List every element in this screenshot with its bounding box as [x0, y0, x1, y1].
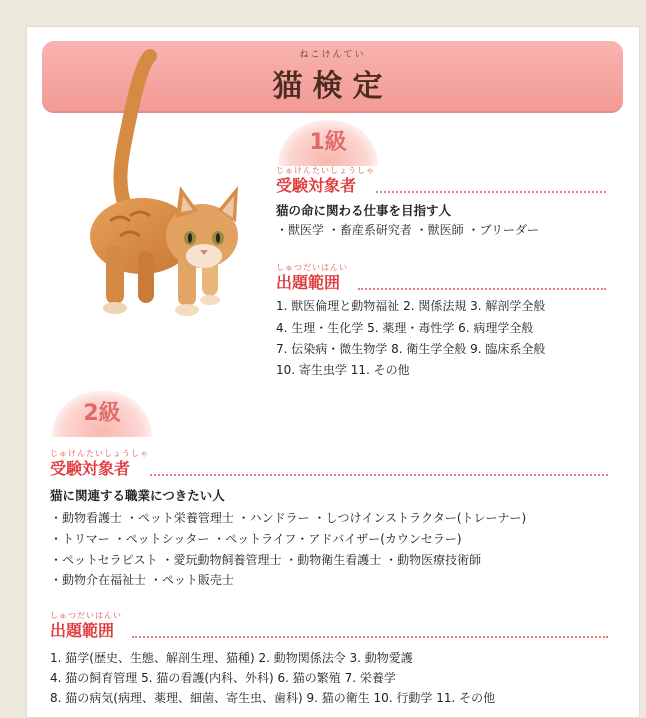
grade1-target-lead: 猫の命に関わる仕事を目指す人: [276, 203, 452, 218]
grade2-scope-ruby: しゅつだいはんい: [50, 611, 122, 620]
grade2-target-item: ・動物看護士 ・ペット栄養管理士 ・ハンドラー ・しつけインストラクター(トレーナー): [50, 511, 527, 525]
grade2-scope-heading: [50, 611, 608, 641]
grade2-target-label: 受験対象者: [50, 459, 131, 478]
page-title: 猫検定: [272, 69, 393, 104]
grade2-scope-line: 4. 猫の飼育管理 5. 猫の看護(内科、外科) 6. 猫の繁殖 7. 栄養学: [50, 671, 396, 685]
grade1-target-label: 受験対象者: [276, 176, 357, 195]
title-ruby: ねこけんてい: [299, 50, 366, 60]
grade2-target-ruby: じゅけんたいしょうしゃ: [50, 449, 149, 458]
grade1-scope-line: 7. 伝染病・微生物学 8. 衛生学全般 9. 臨床系全般: [276, 342, 546, 356]
grade2-target-item: ・トリマー ・ペットシッター ・ペットライフ・アドバイザー(カウンセラー): [50, 532, 462, 546]
grade2-target-rule: [150, 474, 608, 476]
grade1-target-rule: [376, 191, 606, 193]
grade1-target-heading: [276, 166, 606, 196]
grade2-scope-line: 8. 猫の病気(病理、薬理、細菌、寄生虫、歯科) 9. 猫の衛生 10. 行動学 11. その他: [50, 691, 496, 705]
grade2-scope-line: 1. 猫学(歴史、生態、解剖生理、猫種) 2. 動物関係法令 3. 動物愛護: [50, 651, 413, 665]
grade2-scope-rule: [132, 636, 608, 638]
grade1-target-ruby: じゅけんたいしょうしゃ: [276, 166, 375, 175]
grade2-target-item: ・ペットセラピスト ・愛玩動物飼養管理士 ・動物衛生看護士 ・動物医療技術師: [50, 553, 482, 567]
grade2-target-lead: 猫に関連する職業につきたい人: [50, 488, 225, 503]
grade1-scope-rule: [358, 288, 606, 290]
cat-image: [80, 46, 260, 336]
grade2-target-item: ・動物介在福祉士 ・ペット販売士: [50, 573, 234, 587]
grade1-scope-line: 1. 獣医倫理と動物福祉 2. 関係法規 3. 解剖学全般: [276, 299, 546, 313]
grade1-target-items: ・獣医学 ・畜産系研究者 ・獣医師 ・ブリーダー: [276, 223, 539, 237]
grade1-scope-line: 4. 生理・生化学 5. 薬理・毒性学 6. 病理学全般: [276, 321, 534, 335]
grade2-badge: 2級: [52, 391, 152, 437]
grade1-badge: 1級: [278, 120, 378, 166]
grade1-scope-line: 10. 寄生虫学 11. その他: [276, 363, 410, 377]
grade2-scope-label: 出題範囲: [50, 621, 115, 640]
grade1-scope-label: 出題範囲: [276, 273, 341, 292]
grade1-scope-heading: [276, 263, 606, 293]
grade1-scope-ruby: しゅつだいはんい: [276, 263, 348, 272]
grade2-target-heading: [50, 449, 608, 479]
